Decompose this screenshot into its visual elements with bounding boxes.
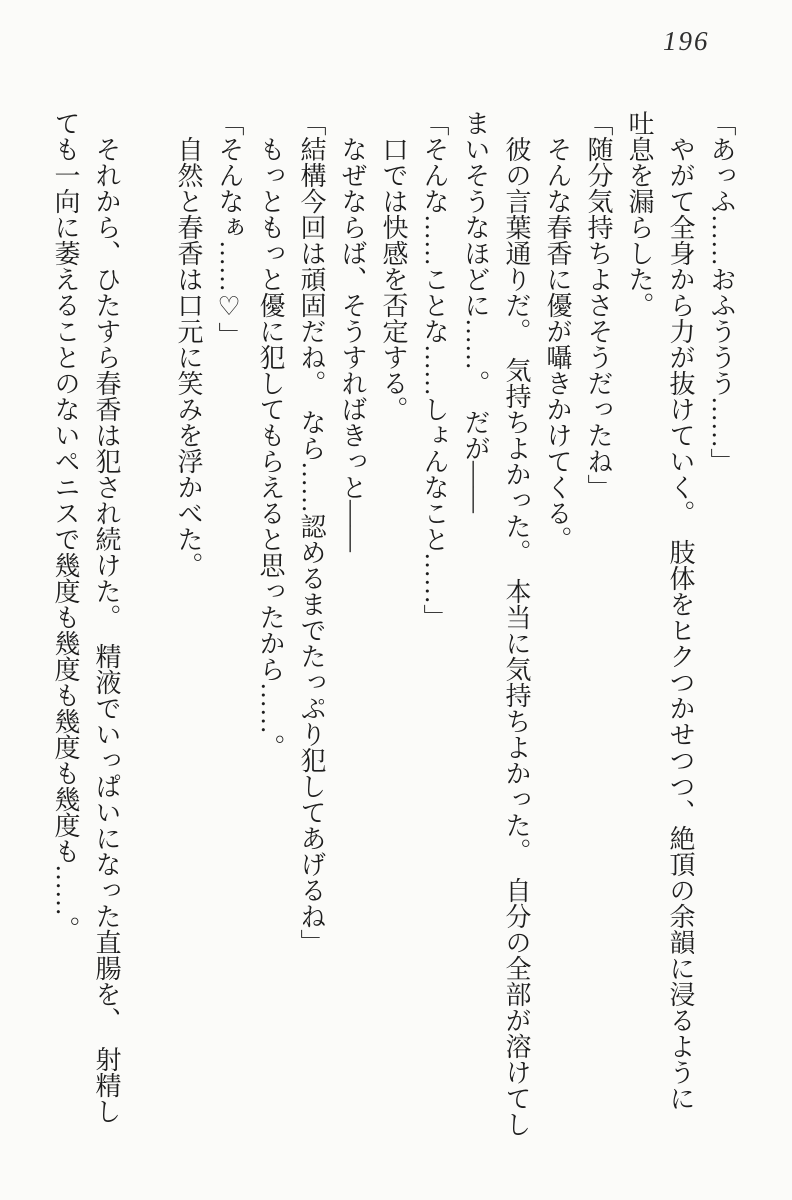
text-line: 「結構今回は頑固だね。 なら……認めるまでたっぷり犯してあげるね」 <box>297 110 326 955</box>
text-line: 彼の言葉通りだ。 気持ちよかった。 本当に気持ちよかった。 自分の全部が溶けてし <box>502 110 531 1137</box>
text-line: 自然と春香は口元に笑みを浮かべた。 <box>174 110 203 578</box>
text-line: 「随分気持ちよさそうだったね」 <box>584 110 613 500</box>
text-line: それから、ひたすら春香は犯され続けた。 精液でいっぱいになった直腸を、 射精し <box>92 110 121 1124</box>
text-line: 吐息を漏らした。 <box>625 110 654 318</box>
text-line: 口では快感を否定する。 <box>379 110 408 422</box>
page-number: 196 <box>663 26 710 56</box>
text-line: ても一向に萎えることのないペニスで幾度も幾度も幾度も幾度も……。 <box>51 110 80 942</box>
page-text <box>45 110 742 1152</box>
text-line: もっともっと優に犯してもらえると思ったから……。 <box>256 110 285 760</box>
text-line: なぜならば、そうすればきっと―― <box>338 110 367 552</box>
text-line: そんな春香に優が囁きかけてくる。 <box>543 110 572 552</box>
text-line: 「そんなぁ……♡」 <box>215 110 244 348</box>
text-line: 「そんな……ことな……しょんなこと……」 <box>420 110 449 630</box>
text-line: 「あっふ……おふううう……」 <box>707 110 736 474</box>
text-line: まいそうなほどに……。 だが―― <box>461 110 490 513</box>
text-line-blank <box>127 110 168 1152</box>
text-line: やがて全身から力が抜けていく。 肢体をヒクつかせつつ、絶頂の余韻に浸るように <box>666 110 695 1111</box>
